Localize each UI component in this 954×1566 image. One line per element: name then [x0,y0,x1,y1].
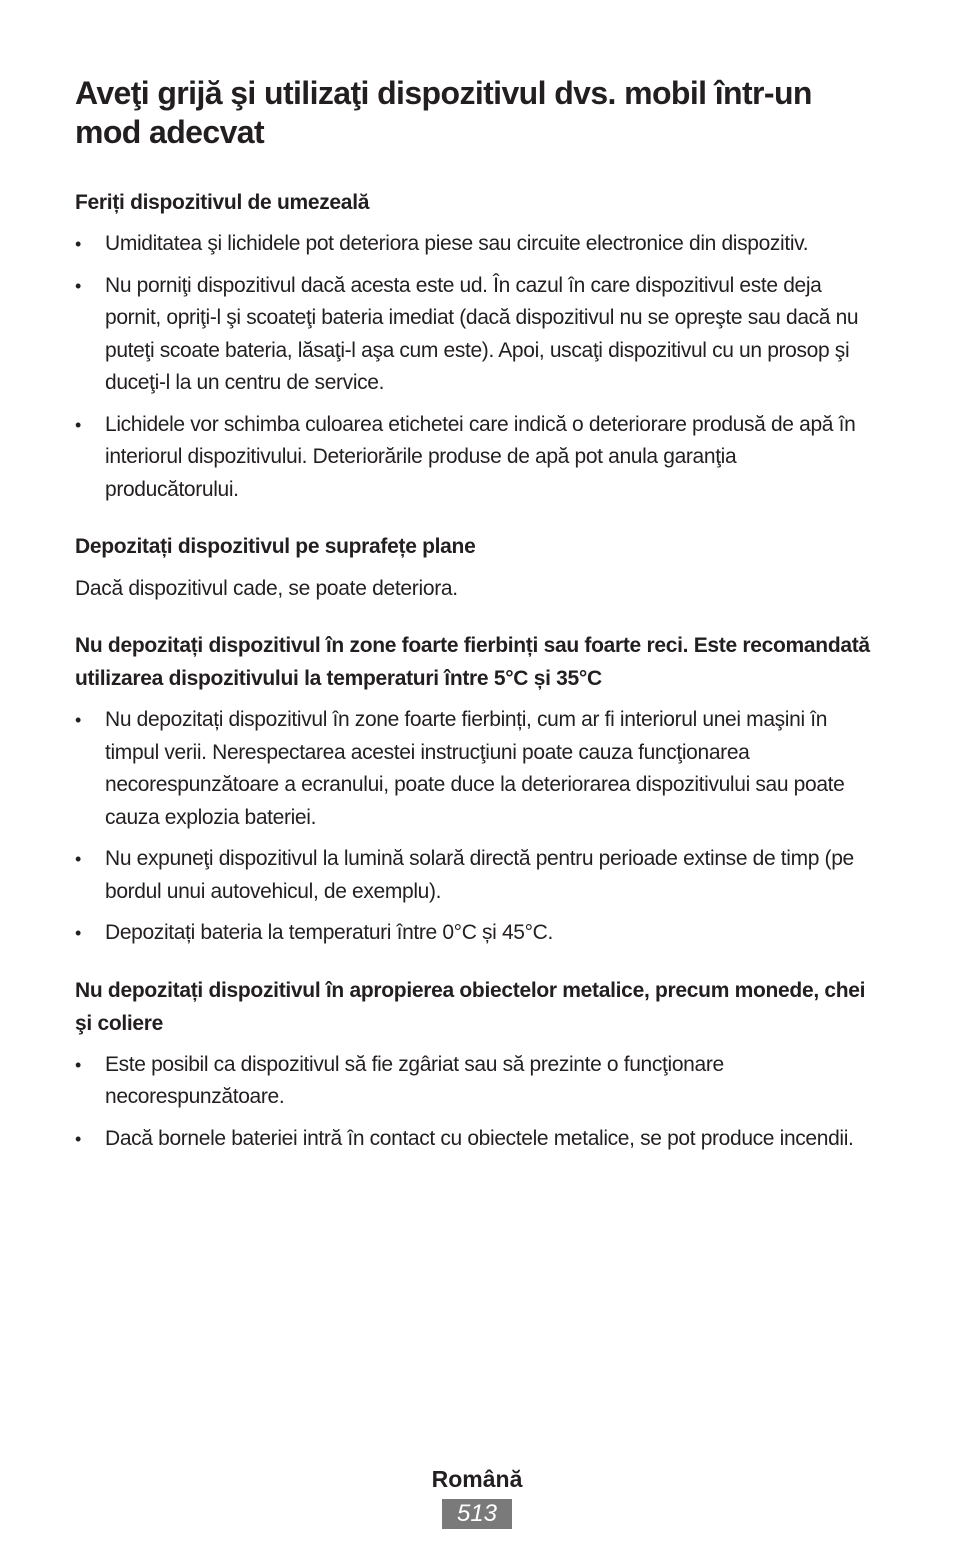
list-item-text: Nu expuneţi dispozitivul la lumină solară directă pentru perioade extinse de timp (pe bordul unui autovehicul, de exemplu). [105,847,854,903]
list-item-text: Dacă bornele bateriei intră în contact cu obiectele metalice, se pot produce incendii. [105,1126,854,1150]
bullet-marker: • [75,234,81,254]
page-title: Aveţi grijă şi utilizaţi dispozitivul dvs. mobil într-un mod adecvat [75,75,812,150]
page-footer [0,1462,954,1529]
list-item-text: Nu depozitați dispozitivul în zone foarte fierbinți, cum ar fi interiorul unei maşini în timpul verii. Nerespectarea acestei instrucţiuni poate cauza funcţionarea necorespunzătoare a ecranului, poate duce la deteriorarea dispozitivului sau poate cauza explozia bateriei. [105,708,845,829]
list-item-text: Depozitați bateria la temperaturi între 0°C și 45°C. [105,921,553,944]
bullet-marker: • [75,414,81,435]
section-heading: Nu depozitați dispozitivul în zone foarte fierbinți sau foarte reci. Este recomandată utilizarea dispozitivului la temperaturi între 5°C și 35°C [75,634,870,690]
list-item [75,1123,875,1156]
list-item [75,270,875,400]
list-item-text: Umiditatea şi lichidele pot deteriora piese sau circuite electronice din dispozitiv. [105,232,809,255]
bullet-list [75,704,875,950]
section-flat-surfaces [75,530,875,605]
section-heading: Nu depozitați dispozitivul în apropierea obiectelor metalice, precum monede, chei şi coliere [75,978,866,1035]
list-item [75,228,875,261]
bullet-marker: • [75,275,81,296]
list-item [75,843,875,908]
section-heading: Depozitați dispozitivul pe suprafețe plane [75,535,476,558]
section-temperature [75,629,875,950]
footer-language: Română [431,1466,523,1492]
section-moisture [75,186,875,506]
list-item [75,917,875,950]
list-item-text: Este posibil ca dispozitivul să fie zgâriat sau să prezinte o funcţionare necorespunzătoare. [105,1052,724,1108]
section-paragraph: Dacă dispozitivul cade, se poate deteriora. [75,577,458,600]
page-number-badge: 513 [442,1499,512,1529]
bullet-marker: • [75,710,81,730]
bullet-marker: • [75,1054,81,1075]
list-item-text: Nu porniţi dispozitivul dacă acesta este ud. În cazul în care dispozitivul este deja pornit, opriţi-l şi scoateţi bateria imediat (dacă dispozitivul nu se opreşte sau dacă nu puteţi scoate bateria, lăsaţi-l aşa cum este). Apoi, uscaţi dispozitivul cu un prosop şi duceţi-l la un centru de service. [105,273,859,394]
list-item [75,704,875,834]
section-metal-objects [75,974,875,1156]
document-page [75,74,875,1179]
bullet-list [75,1049,875,1156]
bullet-marker: • [75,923,81,943]
bullet-marker: • [75,1128,81,1149]
list-item [75,1049,875,1114]
bullet-marker: • [75,849,81,869]
list-item [75,409,875,507]
bullet-list [75,228,875,506]
list-item-text: Lichidele vor schimba culoarea etichetei care indică o deteriorare produsă de apă în interiorul dispozitivului. Deteriorările produse de apă pot anula garanţia producătorului. [105,412,856,501]
section-heading: Feriți dispozitivul de umezeală [75,191,370,214]
